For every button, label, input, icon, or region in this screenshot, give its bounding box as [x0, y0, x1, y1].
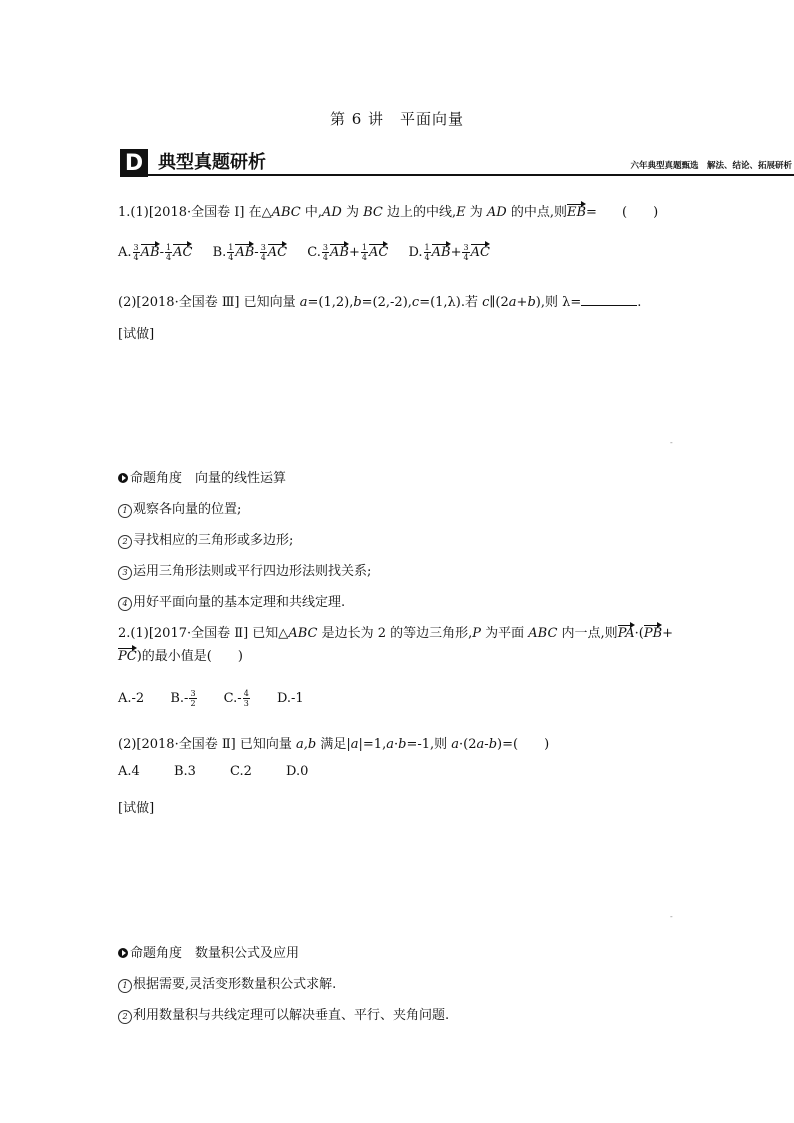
numerator: 3	[322, 243, 328, 252]
text: 已知△	[248, 626, 289, 641]
numerator: 3	[190, 689, 196, 698]
option-letter: A.	[118, 691, 132, 706]
fraction	[424, 243, 431, 262]
section-letter-badge: D	[120, 149, 148, 177]
fraction	[133, 243, 140, 262]
option-sign: -	[237, 691, 242, 706]
text: =(1,2),	[307, 295, 354, 310]
math-var: c	[411, 295, 420, 310]
text: +	[516, 295, 528, 310]
operator: -	[254, 245, 259, 260]
math-var: P	[472, 626, 482, 641]
vector: AC	[470, 245, 490, 260]
question-2-part-2-options	[118, 764, 308, 779]
text: 为	[465, 205, 487, 220]
denominator: 4	[165, 253, 172, 262]
question-1-options	[118, 243, 506, 262]
math-var: a	[476, 737, 485, 752]
fraction	[462, 243, 469, 262]
numerator: 1	[361, 243, 367, 252]
fraction	[189, 689, 196, 708]
numerator: 4	[243, 689, 249, 698]
text: 中,	[300, 205, 323, 220]
text: 内一点,则	[557, 626, 618, 641]
text: =(1,λ).若	[419, 295, 483, 310]
denominator: 2	[190, 699, 196, 708]
denominator: 4	[424, 253, 430, 262]
vector-pb: PB	[643, 626, 663, 641]
margin-mark: -	[670, 912, 673, 921]
option-a	[118, 691, 144, 706]
play-circle-icon	[118, 473, 128, 483]
answer-blank	[581, 295, 637, 306]
text: =	[586, 205, 597, 220]
math-var: b	[398, 737, 407, 752]
text: 的中点,则	[506, 205, 567, 220]
math-var: b	[488, 737, 498, 752]
option-letter: D.	[408, 245, 423, 260]
section-subtitle: 六年典型真题甄选 解法、结论、拓展研析	[630, 161, 792, 171]
math-var: a	[386, 737, 394, 752]
vector-pc: PC	[118, 649, 137, 664]
denominator: 4	[133, 253, 139, 262]
text: |=1,	[358, 737, 387, 752]
math-var: E	[456, 205, 466, 220]
math-var: a,b	[296, 737, 317, 752]
question-source: [2018·全国卷 Ⅰ]	[148, 205, 245, 220]
item-text: 观察各向量的位置;	[133, 502, 242, 517]
option-letter: A.	[118, 245, 132, 260]
vector: AB	[431, 245, 451, 260]
circled-number: 1	[118, 979, 132, 993]
vector-pa: PA	[617, 626, 635, 641]
item-text: 运用三角形法则或平行四边形法则找关系;	[133, 564, 372, 579]
option-value: -1	[291, 691, 304, 706]
angle-label: 命题角度 向量的线性运算	[130, 471, 287, 486]
fraction	[361, 243, 368, 262]
option-a	[118, 243, 192, 262]
text: +	[662, 626, 674, 641]
operator: +	[348, 245, 360, 260]
text: 边上的中线,	[382, 205, 457, 220]
denominator: 3	[243, 699, 249, 708]
math-var: b	[527, 295, 536, 310]
operator: +	[450, 245, 462, 260]
numerator: 3	[260, 243, 266, 252]
angle-1-item	[118, 560, 371, 580]
question-number: 1.(1)	[118, 205, 149, 220]
option-value: -2	[131, 691, 145, 706]
angle-1-item	[118, 498, 241, 518]
option-sign: -	[184, 691, 189, 706]
option-d	[277, 691, 304, 706]
numerator: 1	[228, 243, 234, 252]
angle-label: 命题角度 数量积公式及应用	[130, 946, 300, 961]
question-source: [2018·全国卷 Ⅱ]	[136, 737, 236, 752]
fraction	[322, 243, 329, 262]
option-letter: C.	[307, 245, 321, 260]
section-title: 典型真题研析	[158, 152, 266, 173]
try-label: [试做]	[118, 327, 155, 342]
answer-paren: ( )	[622, 205, 659, 220]
question-2-part-1	[118, 622, 673, 641]
question-source: [2017·全国卷 Ⅱ]	[148, 626, 249, 641]
fraction	[260, 243, 267, 262]
circled-number: 3	[118, 566, 132, 580]
text: ·	[393, 737, 399, 752]
section-divider	[148, 174, 794, 176]
question-2-part-2	[118, 733, 549, 752]
operator: -	[159, 245, 164, 260]
math-var: ABC	[528, 626, 558, 641]
vector-eb: EB	[566, 205, 586, 220]
option-c: C.2	[230, 764, 252, 779]
text: )的最小值是( )	[136, 649, 243, 664]
item-text: 用好平面向量的基本定理和共线定理.	[133, 595, 346, 610]
text: 为	[341, 205, 364, 220]
angle-1-item	[118, 591, 345, 611]
question-source: [2018·全国卷 Ⅲ]	[136, 295, 240, 310]
math-var: a	[508, 295, 517, 310]
circled-number: 2	[118, 535, 132, 549]
page-title: 第 6 讲 平面向量	[329, 110, 465, 128]
angle-2-item	[118, 1004, 449, 1024]
text: -	[484, 737, 489, 752]
text: ·(	[634, 626, 644, 641]
denominator: 4	[322, 253, 328, 262]
vector: AB	[235, 245, 255, 260]
math-var: AD	[322, 205, 342, 220]
vector: AB	[140, 245, 160, 260]
question-1-part-1	[118, 201, 597, 220]
question-number: (2)	[118, 295, 137, 310]
option-letter: B.	[212, 245, 227, 260]
text: 在△	[244, 205, 272, 220]
text: 已知向量	[239, 295, 300, 310]
option-c	[307, 243, 388, 262]
option-c	[224, 689, 251, 708]
denominator: 4	[463, 253, 469, 262]
question-2-part-1-cont	[118, 645, 243, 664]
angle-heading-2	[118, 942, 299, 961]
text: ·(2	[459, 737, 477, 752]
denominator: 4	[260, 253, 266, 262]
text: =-1,则	[406, 737, 452, 752]
text: .	[637, 295, 642, 310]
text: 满足|	[316, 737, 351, 752]
fraction	[165, 243, 172, 262]
denominator: 4	[228, 253, 234, 262]
option-a: A.4	[118, 764, 140, 779]
text: ∥(2	[489, 295, 509, 310]
fraction	[227, 243, 234, 262]
math-var: b	[353, 295, 362, 310]
numerator: 3	[133, 243, 139, 252]
vector: AC	[368, 245, 389, 260]
numerator: 3	[463, 243, 469, 252]
question-2-options	[118, 689, 320, 708]
vector: AB	[330, 245, 349, 260]
math-var: AD	[486, 205, 507, 220]
angle-1-item	[118, 529, 293, 549]
question-number: 2.(1)	[118, 626, 149, 641]
option-d	[408, 243, 489, 262]
angle-heading-1	[118, 467, 286, 486]
math-var: BC	[363, 205, 383, 220]
text: ),则 λ=	[535, 295, 582, 310]
circled-number: 2	[118, 1010, 132, 1024]
math-var: a	[299, 295, 308, 310]
math-var: a	[350, 737, 359, 752]
circled-number: 4	[118, 597, 132, 611]
vector: AC	[267, 245, 288, 260]
margin-mark: -	[670, 438, 673, 447]
option-letter: D.	[276, 691, 292, 706]
question-1-part-2	[118, 291, 641, 310]
try-label: [试做]	[118, 801, 155, 816]
angle-2-item	[118, 973, 336, 993]
option-d: D.0	[286, 764, 309, 779]
option-b	[213, 243, 288, 262]
fraction	[243, 689, 250, 708]
text: 是边长为 2 的等边三角形,	[317, 626, 473, 641]
denominator: 4	[361, 253, 367, 262]
option-letter: B.	[170, 691, 185, 706]
text: =(2,-2),	[361, 295, 412, 310]
text: )=( )	[497, 737, 550, 752]
text: 为平面	[481, 626, 529, 641]
numerator: 1	[165, 243, 172, 252]
item-text: 根据需要,灵活变形数量积公式求解.	[133, 977, 337, 992]
text: 已知向量	[235, 737, 297, 752]
option-b: B.3	[174, 764, 196, 779]
play-circle-icon	[118, 948, 128, 958]
option-letter: C.	[223, 691, 238, 706]
item-text: 寻找相应的三角形或多边形;	[133, 533, 294, 548]
question-number: (2)	[118, 737, 137, 752]
vector: AC	[173, 245, 193, 260]
option-b	[170, 689, 197, 708]
item-text: 利用数量积与共线定理可以解决垂直、平行、夹角问题.	[133, 1008, 450, 1023]
circled-number: 1	[118, 504, 132, 518]
math-var: ABC	[271, 205, 301, 220]
math-var: a	[451, 737, 460, 752]
math-var: c	[482, 295, 490, 310]
numerator: 1	[424, 243, 430, 252]
math-var: ABC	[288, 626, 318, 641]
